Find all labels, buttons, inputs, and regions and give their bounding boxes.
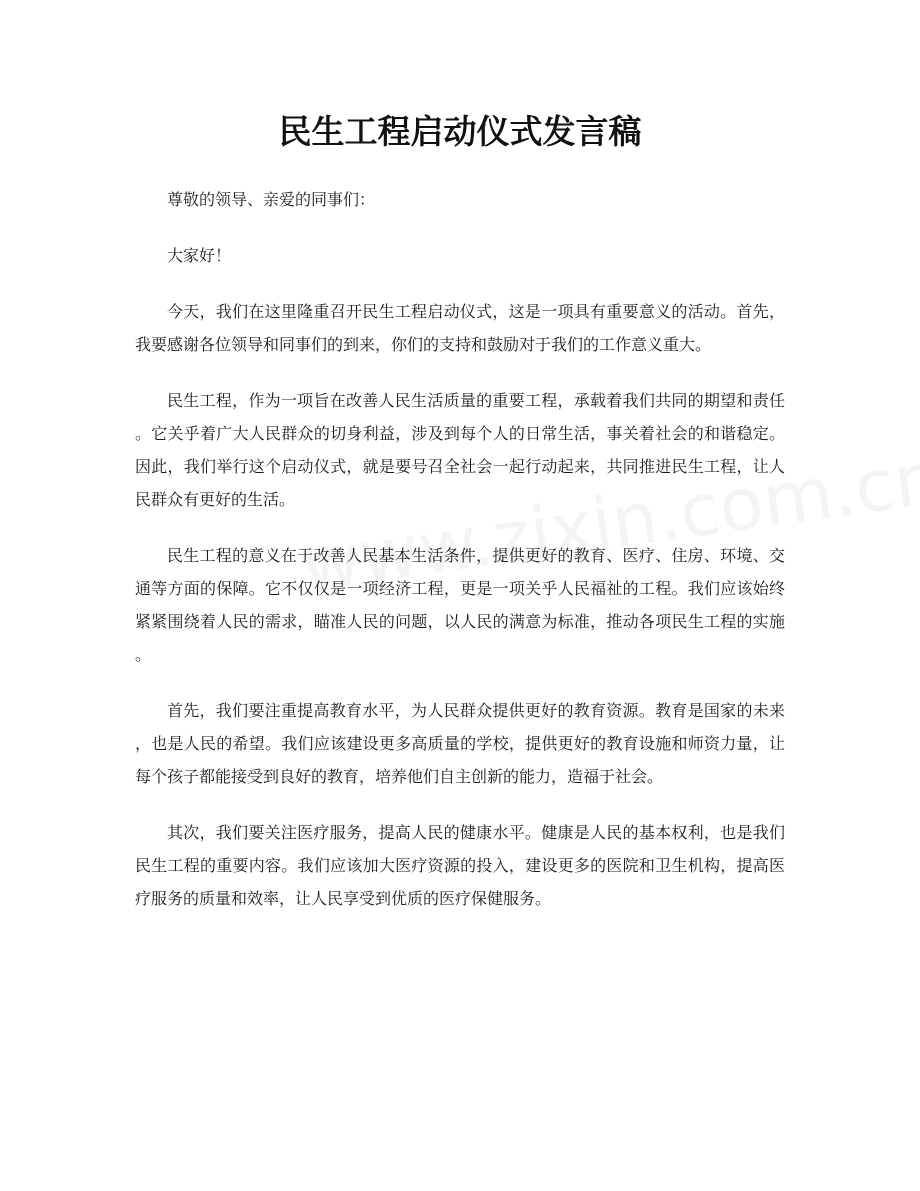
greeting-paragraph: 大家好！: [167, 246, 232, 265]
body-paragraph: 民生工程的意义在于改善人民基本生活条件，提供更好的教育、医疗、住房、环境、交通等方面的保障。它不仅仅是一项经济工程，更是一项关乎人民福祉的工程。我们应该始终紧紧围绕着人民的需求，瞄准人民的问题，以人民的满意为标准，推动各项民生工程的实施。: [135, 546, 785, 664]
body-paragraph: 民生工程，作为一项旨在改善人民生活质量的重要工程，承载着我们共同的期望和责任。它关乎着广大人民群众的切身利益，涉及到每个人的日常生活，事关着社会的和谐稳定。因此，我们举行这个启动仪式，就是要号召全社会一起行动起来，共同推进民生工程，让人民群众有更好的生活。: [135, 391, 785, 509]
salutation-paragraph: 尊敬的领导、亲爱的同事们：: [167, 190, 376, 209]
body-paragraph: 其次，我们要关注医疗服务，提高人民的健康水平。健康是人民的基本权利，也是我们民生工程的重要内容。我们应该加大医疗资源的投入，建设更多的医院和卫生机构，提高医疗服务的质量和效率，让人民享受到优质的医疗保健服务。: [135, 823, 785, 908]
body-paragraph: 今天，我们在这里隆重召开民生工程启动仪式，这是一项具有重要意义的活动。首先，我要感谢各位领导和同事们的到来，你们的支持和鼓励对于我们的工作意义重大。: [135, 302, 785, 354]
body-paragraph: 首先，我们要注重提高教育水平，为人民群众提供更好的教育资源。教育是国家的未来，也是人民的希望。我们应该建设更多高质量的学校，提供更好的教育设施和师资力量，让每个孩子都能接受到良好的教育，培养他们自主创新的能力，造福于社会。: [135, 701, 785, 786]
document-title: 民生工程启动仪式发言稿: [278, 112, 642, 151]
document-body: [135, 183, 785, 938]
